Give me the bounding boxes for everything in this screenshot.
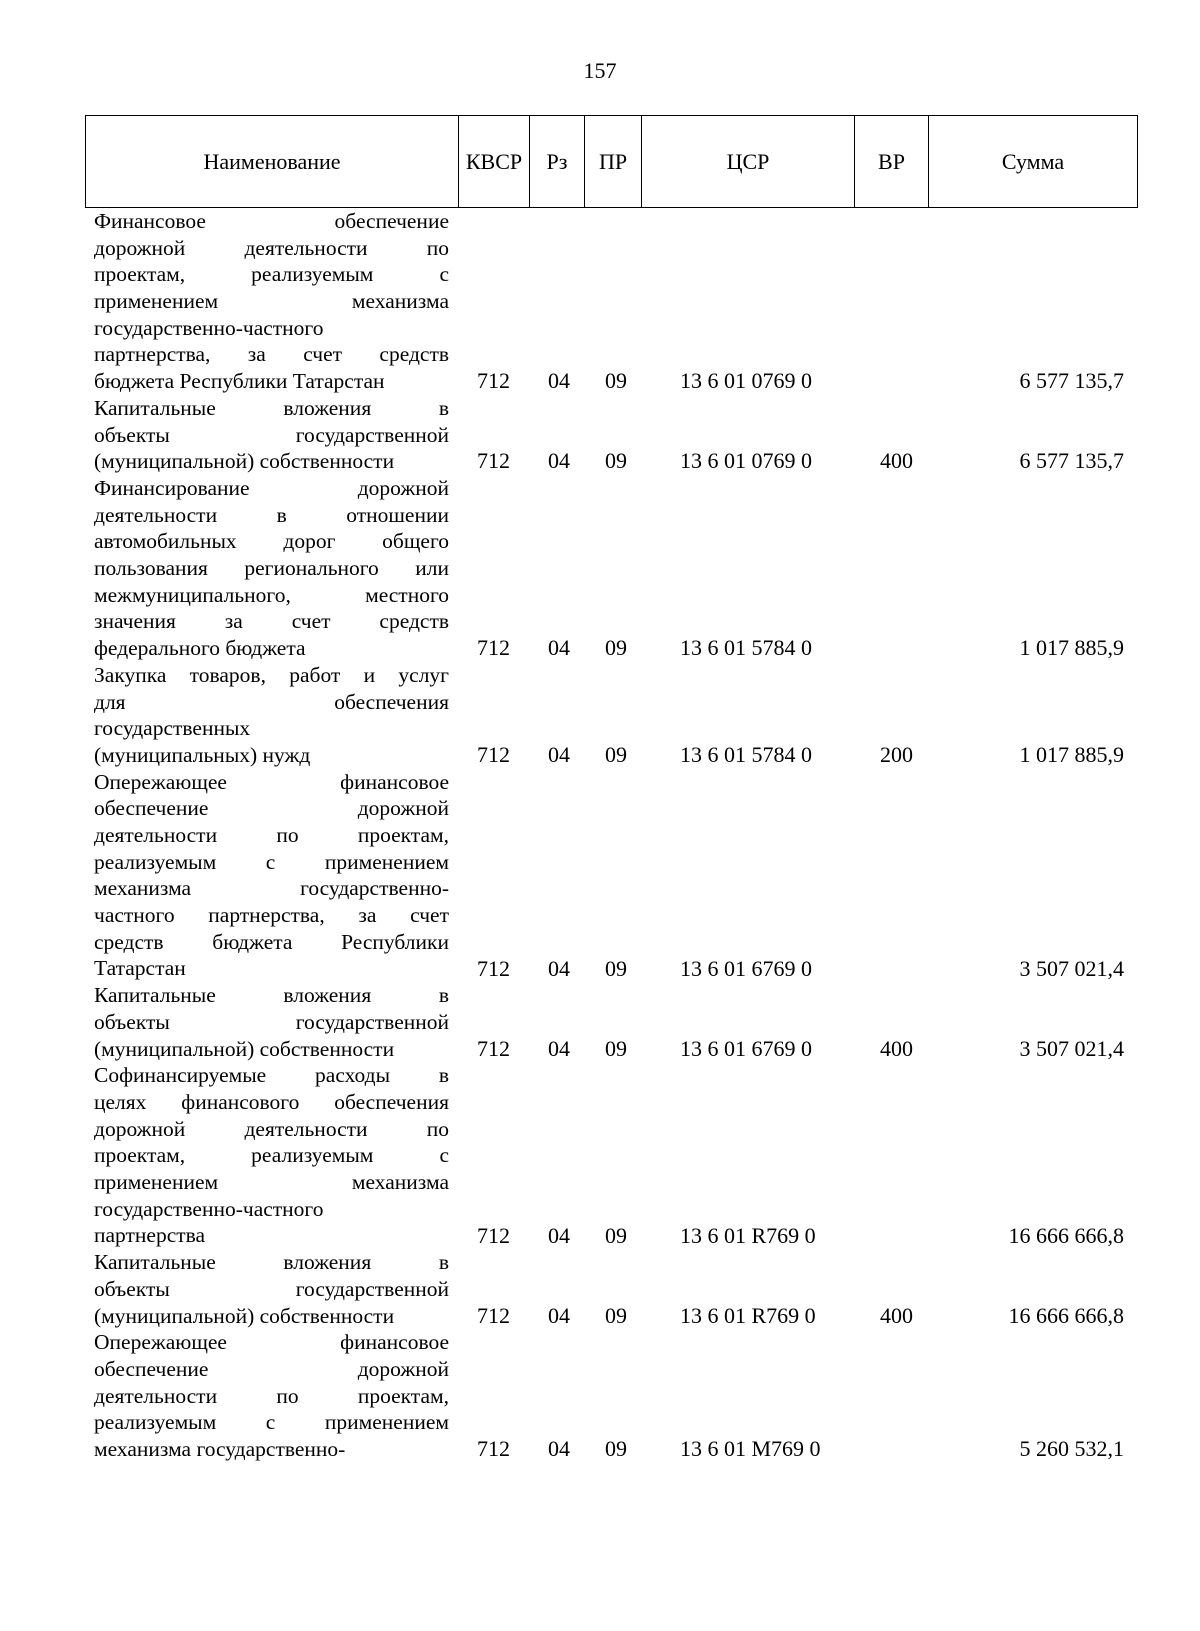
row-pr: 09	[605, 1222, 627, 1248]
header-vr: ВР	[855, 116, 929, 208]
row-kvsr: 712	[477, 955, 510, 981]
row-name-line: государственных	[94, 716, 251, 741]
row-name	[94, 475, 449, 662]
row-kvsr: 712	[477, 1302, 510, 1328]
row-name-line: государственно-частного	[94, 315, 324, 340]
row-name-line: реализуемым с применением	[94, 1410, 449, 1435]
row-name-line: дорожной деятельности по	[94, 1116, 449, 1141]
row-rz: 04	[548, 1436, 570, 1462]
row-name	[94, 1062, 449, 1249]
row-sum: 6 577 135,7	[1019, 448, 1124, 474]
row-vr: 400	[880, 1035, 913, 1061]
row-csr: 13 6 01 6769 0	[680, 955, 812, 981]
row-name-line: реализуемым с применением	[94, 849, 449, 874]
row-name-line: (муниципальной) собственности	[94, 449, 395, 474]
row-name	[94, 1249, 449, 1329]
row-name-line: проектам, реализуемым с	[94, 1143, 449, 1168]
row-name-line: дорожной деятельности по	[94, 235, 449, 260]
row-name	[94, 395, 449, 475]
row-name-line: Закупка товаров, работ и услуг	[94, 662, 449, 687]
row-name-line: Опережающее финансовое	[94, 769, 449, 794]
table-row	[0, 662, 1200, 769]
row-name-line: Софинансируемые расходы в	[94, 1063, 449, 1088]
row-pr: 09	[605, 368, 627, 394]
row-pr: 09	[605, 448, 627, 474]
row-rz: 04	[548, 1035, 570, 1061]
table-body	[0, 208, 1200, 1463]
row-name-line: партнерства	[94, 1223, 206, 1248]
row-name-line: (муниципальных) нужд	[94, 742, 311, 767]
row-name-line: Капитальные вложения в	[94, 395, 449, 420]
row-name	[94, 208, 449, 395]
row-name	[94, 1329, 449, 1462]
row-name-line: обеспечение дорожной	[94, 1357, 449, 1382]
row-name-line: Капитальные вложения в	[94, 983, 449, 1008]
row-csr: 13 6 01 5784 0	[680, 635, 812, 661]
row-vr: 400	[880, 1302, 913, 1328]
row-vr: 200	[880, 741, 913, 767]
page-number: 157	[583, 58, 617, 83]
table-header	[85, 115, 1138, 208]
row-name	[94, 769, 449, 983]
row-name-line: деятельности по проектам,	[94, 823, 449, 848]
row-csr: 13 6 01 0769 0	[680, 368, 812, 394]
row-sum: 16 666 666,8	[1008, 1222, 1124, 1248]
row-rz: 04	[548, 1222, 570, 1248]
row-name-line: механизма государственно-	[94, 1437, 346, 1462]
header-rz: Рз	[530, 116, 585, 208]
row-pr: 09	[605, 635, 627, 661]
row-name-line: (муниципальной) собственности	[94, 1036, 395, 1061]
row-rz: 04	[548, 955, 570, 981]
row-csr: 13 6 01 R769 0	[680, 1222, 816, 1248]
row-name-line: частного партнерства, за счет	[94, 903, 449, 928]
row-name-line: Финансовое обеспечение	[94, 209, 449, 233]
row-name-line: партнерства, за счет средств	[94, 342, 449, 367]
table-row	[0, 982, 1200, 1062]
header-csr: ЦСР	[642, 116, 855, 208]
row-name	[94, 662, 449, 769]
row-name-line: применением механизма	[94, 289, 449, 314]
row-kvsr: 712	[477, 1436, 510, 1462]
row-kvsr: 712	[477, 1222, 510, 1248]
table-row	[0, 1329, 1200, 1463]
row-csr: 13 6 01 6769 0	[680, 1035, 812, 1061]
row-pr: 09	[605, 1302, 627, 1328]
row-kvsr: 712	[477, 741, 510, 767]
row-sum: 1 017 885,9	[1019, 635, 1124, 661]
header-name: Наименование	[86, 116, 459, 208]
row-name-line: межмуниципального, местного	[94, 582, 449, 607]
table-row	[0, 395, 1200, 475]
row-sum: 3 507 021,4	[1019, 955, 1124, 981]
row-name-line: применением механизма	[94, 1170, 449, 1195]
row-sum: 5 260 532,1	[1019, 1436, 1124, 1462]
row-kvsr: 712	[477, 1035, 510, 1061]
row-pr: 09	[605, 955, 627, 981]
table-row	[0, 1062, 1200, 1249]
row-rz: 04	[548, 741, 570, 767]
row-name-line: Финансирование дорожной	[94, 475, 449, 500]
row-rz: 04	[548, 635, 570, 661]
row-name-line: бюджета Республики Татарстан	[94, 369, 385, 394]
table-row	[0, 769, 1200, 983]
row-sum: 1 017 885,9	[1019, 741, 1124, 767]
row-rz: 04	[548, 448, 570, 474]
row-name-line: (муниципальной) собственности	[94, 1303, 395, 1328]
row-name-line: Опережающее финансовое	[94, 1330, 449, 1355]
row-sum: 6 577 135,7	[1019, 368, 1124, 394]
header-pr: ПР	[585, 116, 642, 208]
row-rz: 04	[548, 1302, 570, 1328]
row-kvsr: 712	[477, 448, 510, 474]
row-pr: 09	[605, 741, 627, 767]
row-pr: 09	[605, 1436, 627, 1462]
table-row	[0, 208, 1200, 395]
row-csr: 13 6 01 M769 0	[680, 1436, 821, 1462]
row-pr: 09	[605, 1035, 627, 1061]
row-name-line: объекты государственной	[94, 1009, 449, 1034]
row-vr: 400	[880, 448, 913, 474]
header-sum: Сумма	[929, 116, 1138, 208]
row-name-line: обеспечение дорожной	[94, 796, 449, 821]
row-name-line: объекты государственной	[94, 1276, 449, 1301]
row-name-line: пользования регионального или	[94, 556, 449, 581]
row-name-line: для обеспечения	[94, 689, 449, 714]
row-name-line: государственно-частного	[94, 1196, 324, 1221]
row-name-line: Капитальные вложения в	[94, 1250, 449, 1275]
table-row	[0, 475, 1200, 662]
row-name	[94, 982, 449, 1062]
row-csr: 13 6 01 5784 0	[680, 741, 812, 767]
row-name-line: объекты государственной	[94, 422, 449, 447]
row-csr: 13 6 01 0769 0	[680, 448, 812, 474]
row-csr: 13 6 01 R769 0	[680, 1302, 816, 1328]
row-sum: 16 666 666,8	[1008, 1302, 1124, 1328]
header-kvsr: КВСР	[459, 116, 530, 208]
table-row	[0, 1249, 1200, 1329]
row-name-line: автомобильных дорог общего	[94, 529, 449, 554]
row-rz: 04	[548, 368, 570, 394]
row-name-line: значения за счет средств	[94, 609, 449, 634]
row-name-line: целях финансового обеспечения	[94, 1090, 449, 1115]
row-kvsr: 712	[477, 368, 510, 394]
row-name-line: механизма государственно-	[94, 876, 449, 901]
row-sum: 3 507 021,4	[1019, 1035, 1124, 1061]
row-name-line: деятельности по проектам,	[94, 1383, 449, 1408]
row-name-line: федерального бюджета	[94, 636, 306, 661]
row-name-line: деятельности в отношении	[94, 502, 449, 527]
row-name-line: средств бюджета Республики	[94, 929, 449, 954]
row-name-line: проектам, реализуемым с	[94, 262, 449, 287]
row-name-line: Татарстан	[94, 956, 186, 981]
row-kvsr: 712	[477, 635, 510, 661]
